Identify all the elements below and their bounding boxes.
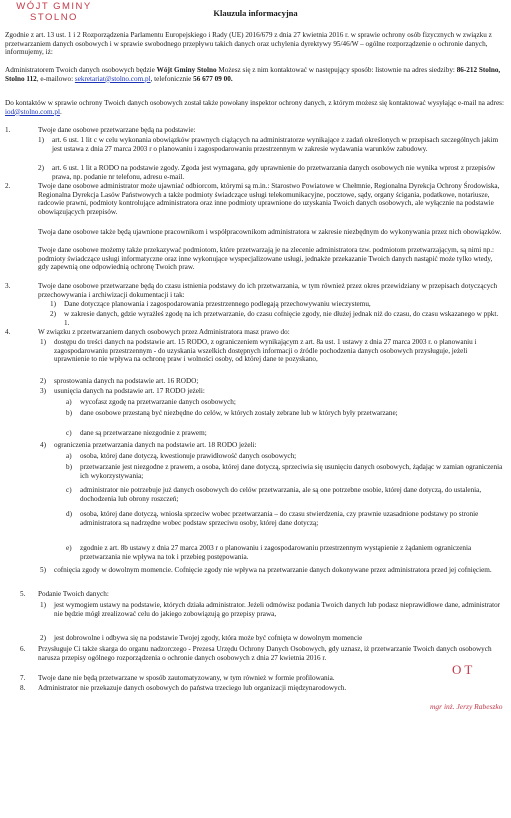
list-number: 2) [40, 634, 46, 642]
section-5-item-2: jest dobrowolne i odbywa się na podstawie Twojej zgody, która może być cofnięta w dowolnym momencie [54, 634, 363, 642]
list-number: 2) [38, 164, 44, 172]
list-number: 5) [40, 566, 46, 574]
section-3-text: Twoje dane osobowe przetwarzane będą do czasu istnienia podstawy do ich przetwarzania, w tym również przez okres przewidziany w przepisach dotyczących przechowywania i archiwizacji dokumentacji i tak: [38, 282, 498, 299]
signature-name: mgr inż. Jerzy Rabeszko [430, 702, 503, 711]
iod-pre-text: Do kontaktów w sprawie ochrony Twoich danych osobowych został także powołany inspektor ochrony danych, z którym możesz się kontaktować wysyłając e-mail na adres: [5, 99, 504, 107]
admin-pre-text: Administratorem Twoich danych osobowych będzie [5, 66, 157, 74]
admin-name: Wójt Gminy Stolno [156, 66, 217, 74]
iod-email-link[interactable]: iod@stolno.com.pl [5, 107, 60, 116]
stamp-line-2: STOLNO [30, 12, 78, 23]
section-number: 8. [20, 684, 26, 692]
section-number: 2. [5, 182, 11, 190]
iod-post-text: . [59, 107, 62, 116]
list-letter: a) [66, 398, 72, 406]
list-number: 2) [40, 377, 46, 385]
section-number: 5. [20, 590, 26, 598]
section-2-paragraph-2: Twoja dane osobowe także będą ujawnione pracownikom i współpracownikom administratora w zakresie niezbędnym do wykonywania przez nich obowiązków. [38, 228, 502, 236]
section-4-item-4: ograniczenia przetwarzania danych na podstawie art. 18 RODO jeżeli: [54, 441, 257, 449]
section-2-paragraph-3: Twoje dane osobowe możemy także przekazywać podmiotom, które przetwarzają je na zlecenie administratora tzw. podmiotom przetwarzającym, są nimi np.: podmioty świadczące usługi informatyczne oraz inne wykonujące wyspecjalizowane usługi, jednakże przekazanie Twoich danych nastąpić może tylko wtedy, gdy zapewnią one odpowiednią ochronę Twoich praw. [38, 246, 495, 272]
section-7-text: Twoje dane nie będą przetwarzane w sposób zautomatyzowany, w tym również w formie profilowania. [38, 674, 335, 682]
section-4-heading: W związku z przetwarzaniem danych osobowych przez Administratora masz prawo do: [38, 328, 290, 336]
section-number: 1. [5, 126, 11, 134]
section-8-text: Administrator nie przekazuje danych osobowych do państwa trzeciego lub organizacji międzynarodowych. [38, 684, 347, 692]
section-4-4-b: przetwarzanie jest niezgodne z prawem, a osoba, której dane dotyczą, sprzeciwia się usunięciu danych osobowych, żądając w zamian ograniczenia ich wykorzystywania; [80, 463, 503, 480]
admin-email-link[interactable]: sekretariat@stolno.com.pl [74, 74, 151, 83]
section-1-item-1: art. 6 ust. 1 lit c w celu wykonania obowiązków prawnych ciążących na administratorze wynikające z zadań określonych w przepisach szczególnych jakim jest ustawa z dnia 27 marca 2003 r o planowaniu i zagospodarowaniu przestrzennym w zakresie wydawania warunków zabudowy. [52, 136, 499, 153]
admin-phone: 56 677 09 00. [193, 74, 233, 83]
section-4-item-5: cofnięcia zgody w dowolnym momencie. Cofnięcie zgody nie wpływa na przetwarzanie danych dokonywane przez administratora przed jej cofnięciem. [54, 566, 492, 574]
section-5-heading: Podanie Twoich danych: [38, 590, 109, 598]
section-4-3-a: wycofasz zgodę na przetwarzanie danych osobowych; [80, 398, 236, 406]
list-letter: d) [66, 510, 72, 518]
section-1-item-2: art. 6 ust. 1 lit a RODO na podstawie zgody. Zgoda jest wymagana, gdy uprawnienie do przetwarzania danych osobowych nie wynika wprost z przepisów prawa, np. podanie nr telefonu, adresu e-mail. [52, 164, 496, 181]
section-2-text: Twoje dane osobowe administrator może ujawniać odbiorcom, którymi są m.in.: Starostwo Powiatowe w Chełmnie, Regionalna Dyrekcja Ochrony Środowiska, Regionalna Dyrekcja Lasów Państwowych a także podmioty świadczące usługi telekomunikacyjne, pocztowe, sądy, organy ścigania, podatkowe, notariusze, radcowie prawni, podmioty kontrolujące administratora oraz inne podmioty uprawnione do uzyskania Twoich danych osobowych, ale wyłącznie na podstawie obowiązujących przepisów. [38, 182, 500, 216]
iod-paragraph [5, 99, 505, 116]
list-letter: a) [66, 452, 72, 460]
document-title: Klauzula informacyjna [213, 8, 298, 18]
intro-paragraph: Zgodnie z art. 13 ust. 1 i 2 Rozporządzenia Parlamentu Europejskiego i Rady (UE) 2016/679 z dnia 27 kwietnia 2016 r. w sprawie ochrony osób fizycznych w związku z przetwarzaniem danych osobowych i w sprawie swobodnego przepływu takich danych oraz uchylenia dyrektywy 95/46/W – ogólne rozporządzenie o ochronie danych, informujemy, iż: [5, 31, 492, 57]
section-4-item-1: dostępu do treści danych na podstawie art. 15 RODO, z ograniczeniem wynikającym z art. 8a ust. 1 ustawy z dnia 27 marca 2003 r. o planowaniu i zagospodarowaniu przestrzennym - do uzyskania wszelkich dostępnych informacji o źródle pochodzenia danych osobowych przysługuje, jeżeli uprawnienie to nie wpływa na ochronę praw i wolności osoby, od której dane te pozyskano, [54, 338, 477, 364]
section-4-3-b: dane osobowe przestaną być niezbędne do celów, w których zostały zebrane lub w których były przetwarzane; [80, 409, 398, 417]
list-letter: e) [66, 544, 72, 552]
list-number: 4) [40, 441, 46, 449]
section-4-4-e: zgodnie z art. 8b ustawy z dnia 27 marca 2003 r o planowaniu i zagospodarowaniu przestrzennym wystąpienie z żądaniem ograniczenia przetwarzania nie wpływa na tok i przebieg postępowania. [80, 544, 472, 561]
section-5-item-1: jest wymogiem ustawy na podstawie, których działa administrator. Jeżeli odmówisz podania Twoich danych lub podasz nieprawidłowe dane, administrator nie będzie mógł zrealizować celu do jakiego zobowiązują go przepisy prawa, [54, 601, 501, 618]
section-3-item-2: w zakresie danych, gdzie wyrażłeś zgodę na ich przetwarzanie, do czasu cofnięcie zgody, nie dłużej jednak niż do czasu, do czasu wskazanego w ppkt. 1. [64, 310, 499, 327]
list-letter: b) [66, 409, 72, 417]
section-4-item-3: usunięcia danych na podstawie art. 17 RODO jeżeli: [54, 387, 205, 395]
section-number: 4. [5, 328, 11, 336]
list-number: 1) [38, 136, 44, 144]
signature-initials: O T [452, 662, 473, 677]
section-number: 3. [5, 282, 11, 290]
admin-phone-pre: , telefonicznie [150, 74, 194, 83]
list-number: 2) [50, 310, 56, 318]
section-3-item-1: Dane dotyczące planowania i zagospodarowania przestrzennego podlegają przechowywaniu wieczystemu, [64, 300, 371, 308]
section-4-item-2: sprostowania danych na podstawie art. 16 RODO; [54, 377, 199, 385]
list-number: 1) [40, 601, 46, 609]
section-4-3-c: dane są przetwarzane niezgodnie z prawem; [80, 429, 207, 437]
section-1-heading: Twoje dane osobowe przetwarzane będą na podstawie: [38, 126, 196, 134]
list-number: 1) [50, 300, 56, 308]
section-4-4-c: administrator nie potrzebuje już danych osobowych do celów przetwarzania, ale są one potrzebne osobie, której dane dotyczą, do ustalenia, dochodzenia lub obrony roszczeń; [80, 486, 482, 503]
administrator-paragraph [5, 66, 505, 83]
list-letter: c) [66, 429, 72, 437]
admin-mid-text: Możesz się z nim kontaktować w następujący sposób: listownie na adres siedziby: [216, 66, 457, 74]
admin-email-pre: , e-mailowo: [36, 74, 75, 83]
section-4-4-a: osoba, której dane dotyczą, kwestionuje prawidłowość danych osobowych; [80, 452, 297, 460]
section-6-text: Przysługuje Ci także skarga do organu nadzorczego - Prezesa Urzędu Ochrony Danych Osobowych, gdy uznasz, iż przetwarzanie Twoich danych osobowych narusza przepisy ogólnego rozporządzenia o ochronie danych osobowych z dnia 27 kwietnia 2016 r. [38, 645, 492, 662]
list-letter: c) [66, 486, 72, 494]
list-number: 1) [40, 338, 46, 346]
stamp-line-1: WÓJT GMINY [16, 1, 92, 12]
section-number: 6. [20, 645, 26, 653]
section-number: 7. [20, 674, 26, 682]
list-number: 3) [40, 387, 46, 395]
list-letter: b) [66, 463, 72, 471]
admin-address: 86-212 Stolno, Stolno 112 [5, 66, 501, 83]
section-4-4-d: osoba, której dane dotyczą, wniosła sprzeciw wobec przetwarzania – do czasu stwierdzenia, czy prawnie uzasadnione podstawy po stronie administratora są nadrzędne wobec podstaw sprzeciwu osoby, której dane dotyczą; [80, 510, 479, 527]
